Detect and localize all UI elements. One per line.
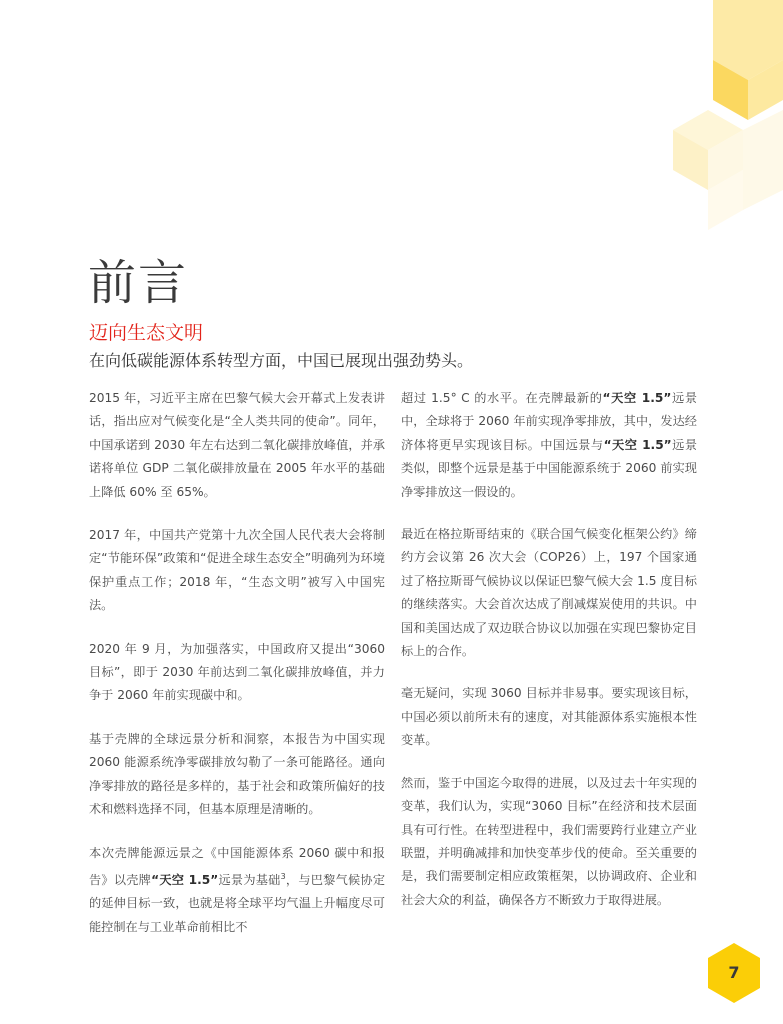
sky-scenario-term: “天空 1.5” — [602, 391, 672, 405]
paragraph-continued: 超过 1.5° C 的水平。在壳牌最新的“天空 1.5”远景中，全球将于 2060 年前实现净零排放，其中，发达经济体将更早实现该目标。中国远景与“天空 1.5”远景类似，即整个远景是基于中国能源系统于 2060 前实现净零排放这一假设的。 — [401, 391, 698, 499]
paragraph: 2020 年 9 月，为加强落实，中国政府又提出“3060 目标”，即于 2030 年前达到二氧化碳排放峰值，并力争于 2060 年前实现碳中和。 — [89, 641, 385, 703]
paragraph: 2015 年，习近平主席在巴黎气候大会开幕式上发表讲话，指出应对气候变化是“全人类共同的使命”。同年，中国承诺到 2030 年左右达到二氧化碳排放峰值，并承诺将单位 GDP 二氧化碳排放量在 2005 年水平的基础上降低 60% 至 65%。 — [89, 391, 385, 499]
paragraph: 基于壳牌的全球远景分析和洞察，本报告为中国实现 2060 能源系统净零碳排放勾勒了一条可能路径。通向净零排放的路径是多样的，基于社会和政策所偏好的技术和燃料选择不同，但基本原理是清晰的。 — [89, 731, 385, 817]
left-text-column — [89, 387, 385, 959]
paragraph: 毫无疑问，实现 3060 目标并非易事。要实现该目标，中国必须以前所未有的速度，对其能源体系实施根本性变革。 — [401, 686, 697, 748]
page-number: 7 — [728, 963, 740, 982]
paragraph: 最近在格拉斯哥结束的《联合国气候变化框架公约》缔约方会议第 26 次大会（COP26）上，197 个国家通过了格拉斯哥气候协议以保证巴黎气候大会 1.5 度目标的继续落实。大会首次达成了削减煤炭使用的共识。中国和美国达成了双边联合协议以加强在实现巴黎协定目标上的合作。 — [401, 527, 697, 659]
paragraph-with-footnote: 本次壳牌能源远景之《中国能源体系 2060 碳中和报告》以壳牌“天空 1.5”远景为基础$^3$，与巴黎气候协定的延伸目标一致，也就是将全球平均气温上升幅度尽可能控制在与工业革命前相比不 — [89, 845, 386, 934]
page-title: 前言 — [88, 255, 189, 311]
lead-sentence: 在向低碳能源体系转型方面，中国已展现出强劲势头。 — [89, 351, 474, 370]
sky-scenario-term: “天空 1.5” — [151, 872, 219, 887]
paragraph: 然而，鉴于中国迄今取得的进展，以及过去十年实现的变革，我们认为，实现“3060 目标”在经济和技术层面具有可行性。在转型进程中，我们需要跨行业建立产业联盟，并明确减排和加快变革步伐的使命。至关重要的是，我们需要制定相应政策框架，以协调政府、企业和社会大众的利益，确保各方不断致力于取得进展。 — [401, 775, 697, 907]
section-subtitle: 迈向生态文明 — [89, 322, 204, 344]
right-text-column — [401, 387, 697, 931]
sky-scenario-term: “天空 1.5” — [603, 437, 672, 452]
footnote-marker: 3 — [280, 871, 286, 881]
paragraph: 2017 年，中国共产党第十九次全国人民代表大会将制定“节能环保”政策和“促进全球生态安全”明确列为环境保护重点工作；2018 年，“生态文明”被写入中国宪法。 — [89, 528, 385, 613]
decorative-cubes-graphic — [643, 0, 783, 260]
